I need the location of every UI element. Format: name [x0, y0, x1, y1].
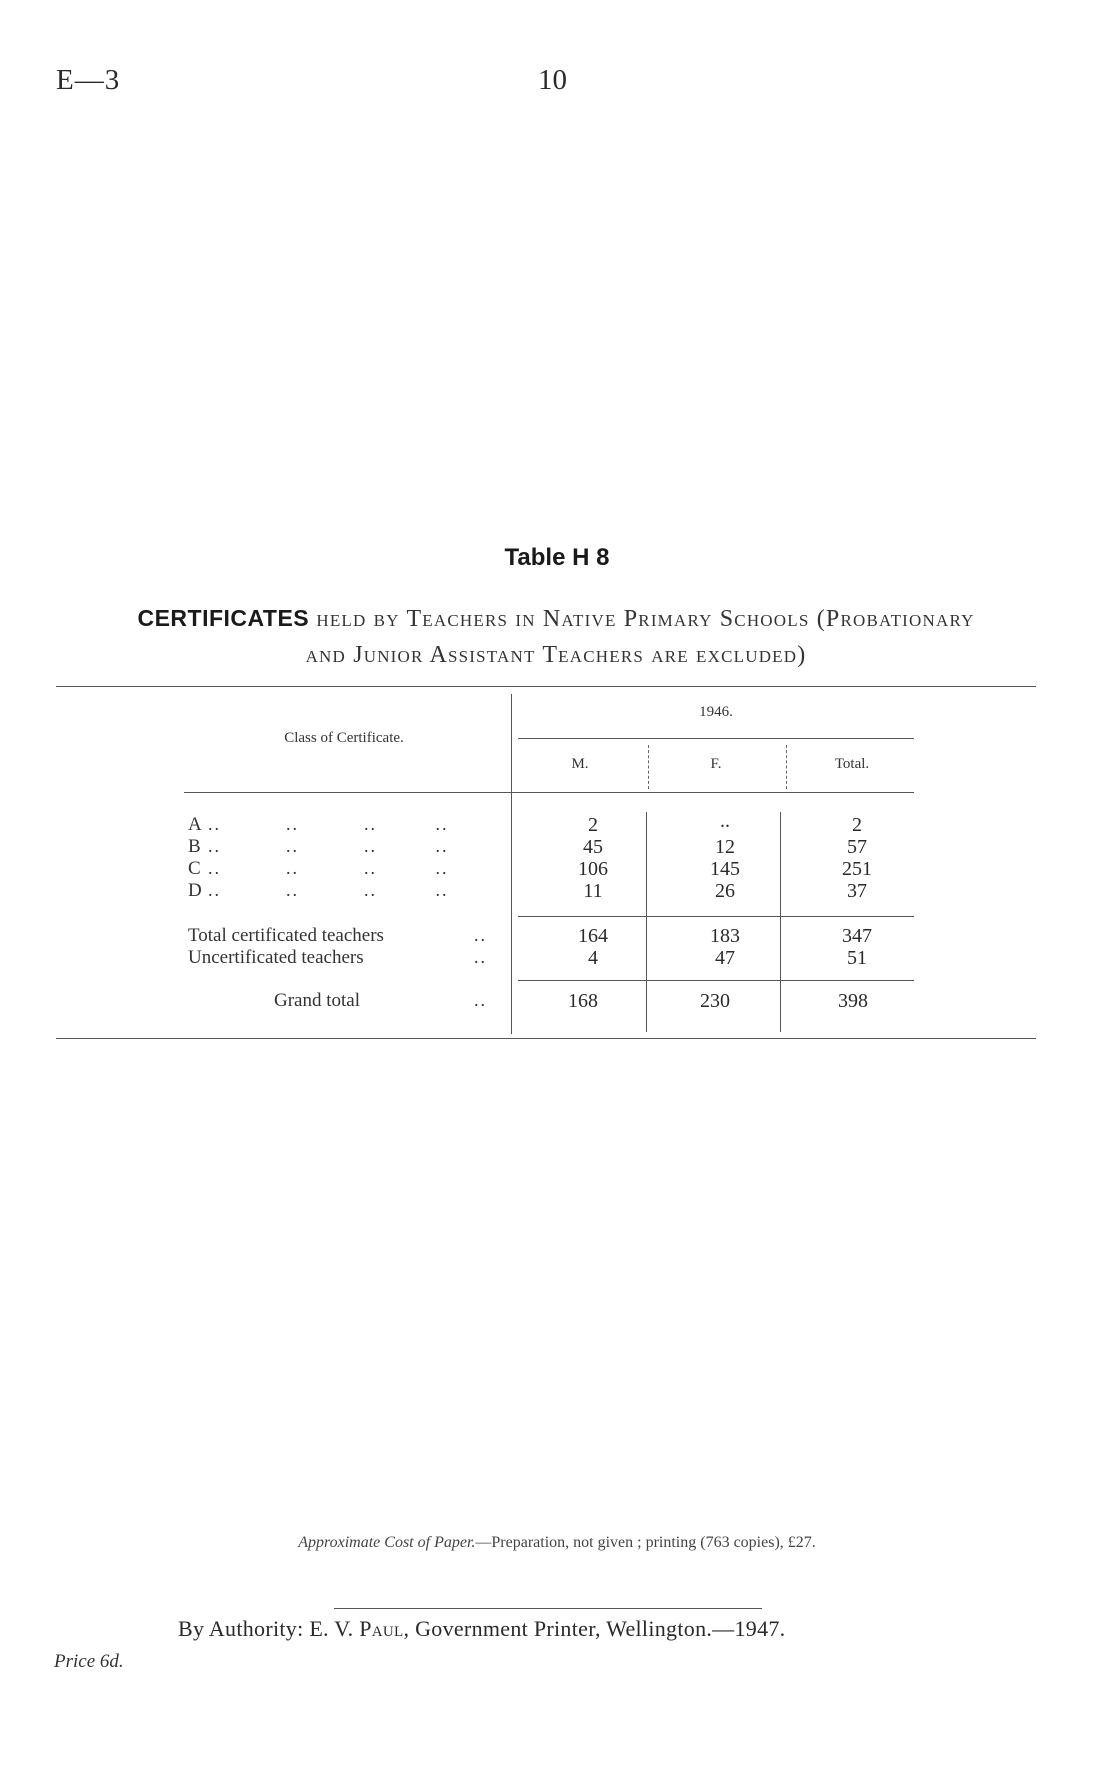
- cell-f: 145: [710, 858, 740, 880]
- row-label: C: [188, 858, 201, 879]
- leader-dots: .. .. .. ..: [208, 858, 449, 878]
- row-label: A: [188, 814, 202, 835]
- year-underline: [518, 738, 914, 739]
- body-divider-m-f: [646, 812, 647, 1032]
- cell-total: 2: [852, 814, 862, 836]
- row-label: Uncertificated teachers: [188, 947, 364, 968]
- approximate-cost-note: [0, 1534, 1114, 1552]
- cell-m: 4: [588, 947, 598, 969]
- series-code: E—3: [56, 64, 121, 96]
- price: Price 6d.: [54, 1651, 124, 1672]
- cost-label: Approximate Cost of Paper.: [298, 1534, 476, 1551]
- body-divider-f-total: [780, 812, 781, 1032]
- grand-total-rule: [518, 980, 914, 981]
- caption-line-1: [56, 600, 1056, 637]
- caption-lead: CERTIFICATES: [137, 605, 310, 631]
- page-number: 10: [538, 64, 567, 96]
- cell-f: 12: [715, 836, 735, 858]
- table-caption: [56, 600, 1056, 673]
- row-label: D: [188, 880, 202, 901]
- leader-dots: ..: [474, 925, 487, 945]
- table-title: Table H 8: [504, 544, 610, 571]
- subtotal-rule: [518, 916, 914, 917]
- cell-f: 183: [710, 925, 740, 947]
- authority-suffix: , Government Printer, Wellington.—1947.: [403, 1616, 786, 1641]
- cell-total: 37: [847, 880, 867, 902]
- table-top-rule: [56, 686, 1036, 687]
- cell-total: 57: [847, 836, 867, 858]
- row-label: B: [188, 836, 201, 857]
- row-label: Total certificated teachers: [188, 925, 384, 946]
- cell-m: 164: [578, 925, 608, 947]
- cell-f: 230: [700, 990, 730, 1012]
- column-header-f: F.: [710, 756, 722, 772]
- authority-rule: [334, 1608, 762, 1609]
- printer-name: Paul: [359, 1616, 404, 1641]
- cost-text: —Preparation, not given ; printing (763 copies), £27.: [475, 1534, 816, 1551]
- caption-line-1-rest: held by Teachers in Native Primary Schools (Probationary: [309, 606, 975, 632]
- leader-dots: .. .. .. ..: [208, 814, 449, 834]
- leader-dots: ..: [474, 947, 487, 967]
- caption-line-2: and Junior Assistant Teachers are excluded): [305, 642, 807, 668]
- authority-prefix: By Authority: E. V.: [178, 1616, 360, 1641]
- printer-authority: [178, 1616, 785, 1642]
- table-bottom-rule: [56, 1038, 1036, 1039]
- column-header-m: M.: [571, 756, 589, 772]
- cell-f: 26: [715, 880, 735, 902]
- header-bottom-rule: [184, 792, 914, 793]
- cell-m: 11: [583, 880, 603, 902]
- cell-f: 47: [715, 947, 735, 969]
- header-divider-f-total: [786, 745, 787, 789]
- header-divider-m-f: [648, 745, 649, 789]
- cell-m: 45: [583, 836, 603, 858]
- cell-total: 398: [838, 990, 868, 1012]
- cell-m: 168: [568, 990, 598, 1012]
- cell-m: 2: [588, 814, 598, 836]
- row-label: Grand total: [274, 990, 361, 1011]
- column-header-class: Class of Certificate.: [284, 730, 404, 746]
- cell-total: 51: [847, 947, 867, 969]
- column-header-year: 1946.: [699, 704, 733, 720]
- cell-total: 347: [842, 925, 872, 947]
- cell-total: 251: [842, 858, 872, 880]
- cell-m: 106: [578, 858, 608, 880]
- cell-f: ..: [720, 810, 730, 832]
- stub-divider: [511, 694, 512, 1034]
- leader-dots: ..: [474, 990, 487, 1010]
- leader-dots: .. .. .. ..: [208, 836, 449, 856]
- leader-dots: .. .. .. ..: [208, 880, 449, 900]
- column-header-total: Total.: [834, 756, 870, 772]
